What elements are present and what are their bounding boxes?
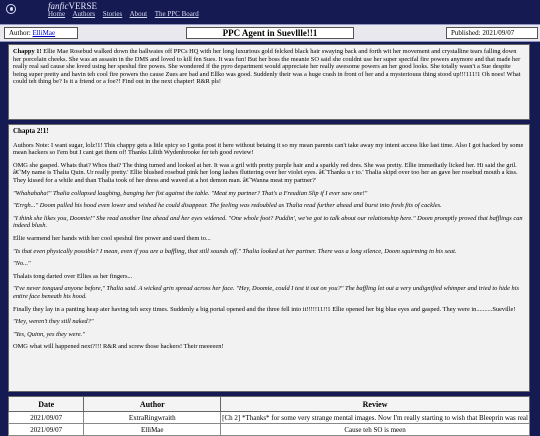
review-author: ExtraRingwraith (84, 412, 221, 424)
chapter-paragraph: OMG what will happened next?!!! R&R and screw those hackers! Their meeeeen! (13, 343, 224, 351)
chapter-paragraph: OMG she gasped. Whats that? Whos that? The thing turned and looked at her. It was a gril with pretty purple hair and a sparkly red dres. She was pretty. Ellie immediatly licked her. Hi said the gril. â€˜My name is Thalia Quin. Ur really pretty.' Ellie blushed rosebud pink her long lashes fluttering over her violet eyes. â€˜Thanks u r to.' Thalia skipd over too her an gave her rosebud mouth a kiss. They kissed for a while and than Thalia took of her dress and waved at a hot demon man. â€˜Wanna meat my partner?' (13, 161, 518, 184)
site-logo-icon[interactable] (6, 4, 16, 14)
review-author: ElliMae (84, 424, 221, 436)
brand-part-2: VERSE (68, 1, 98, 11)
chapter-paragraph: "Is that even physically possible? I mean, even if you are a baffling, that still sounds off." Thalia looked at her partner. There was a long silence, Doom squirming in his seat. (13, 247, 457, 255)
chapter-paragraph: "No..." (13, 260, 31, 268)
summary-body: Ellie Mae Rosebud walked down the hallwaies off PPCs HQ with her long luxurious gold felcked black hair swaying back and forth wit her movement and crystalline tears falling down her porcelain cheeks. She was an assasin in the DMS and loved to kill fen Sues. It was fun! But her boss the meanie SO said she couldnt use her super specifal fire powers anymore and that made her really real sad cause she loved using her speshul fire powes. She wondered if the pyro department would appreciate her really awesome powers an her good looks. She totally wasn't a Sue despite being super pretty and havin teh cool fire powers tho cause Zues are bad and Ellko was good. Suddenly their was a huge crash in front of her and a mysteriouus thing stood up!!!111!1 Oh noes! What could teh thing be? Is it a friend or a foe?! Find out in the next chapter! R&R pls! (13, 48, 521, 86)
chapter-paragraph: "Whahahaha!" Thalia collapsed laughing, banging her fist against the table. "Meat my partner? That's a Freudian Slip if I ever saw one!" (13, 189, 368, 197)
published-date: 2021/09/07 (482, 29, 515, 37)
nav-authors-link[interactable]: Authors (72, 10, 96, 18)
reviews-header-review: Review (221, 397, 530, 412)
nav-about-link[interactable]: About (129, 10, 148, 18)
site-nav (48, 10, 205, 18)
author-label: Author: (9, 29, 31, 37)
summary-text (13, 48, 525, 86)
reviews-header-date: Date (9, 397, 84, 412)
review-date: 2021/09/07 (9, 412, 84, 424)
chapter-heading: Chapta 2!1! (13, 127, 49, 135)
review-text: Cause teh SO is meen (221, 424, 530, 436)
review-text: [Ch 2] *Thanks* for some very strange mental images. Now I'm really starting to wish that Bleeprin was real (222, 413, 528, 422)
chapter-paragraph: Authors Note: I want sugar, lolz!1! This chappy gets a litle spicy so I gotta post it here without betaing it so my mean parents can't take away my intent access like last time. Also I got hacked by some mean hackers so I'em but I cant get them of! Thanks Lilith Wydenbrooke fer teh good review! (13, 141, 524, 157)
chapter-paragraph: "Yes, Quinn, yes they were." (13, 330, 85, 338)
chapter-paragraph: Thalais tong darted over Ellies as her fingers... (13, 272, 133, 280)
reviews-body (9, 412, 530, 436)
site-header (0, 0, 540, 22)
review-row (9, 412, 530, 424)
chapter-paragraph: Finally they lay in a panting heap ater having teh sexy times. Suddenly a big portal opened and the three fell into it!!!!!11!!1 Ellie opened her big blue eyes and gasped. They were in..........Sueville! (13, 305, 516, 313)
author-link[interactable]: ElliMae (32, 29, 56, 37)
brand-part-1: fanfic (48, 1, 69, 11)
chapter-paragraph: "I've never tongued anyone before," Thalia said. A wicked grin spread across her face. "Hey, Doomie, could I test it out on you?" The baffling let out a very undignified whimper and tried to hide his entire face beneath his hood. (13, 285, 519, 300)
nav-home-link[interactable]: Home (48, 10, 66, 18)
story-summary-panel (8, 44, 530, 120)
chapter-paragraph: "Errgh..." Doom pulled his hood even lower and wished he could disappear. The feeling was redoubled as Thalia read further ahead and burst into fresh fits of cackles. (13, 202, 442, 210)
summary-chapter-label: Chappy 1! (13, 48, 42, 55)
story-title: PPC Agent in Suevllle!!1 (186, 27, 354, 39)
chapter-body (13, 142, 525, 351)
published-box (446, 27, 538, 39)
nav-stories-link[interactable]: Stories (102, 10, 123, 18)
chapter-paragraph: "Hey, weren't they still naked?" (13, 318, 94, 326)
reviews-header-author: Author (84, 397, 221, 412)
chapter-paragraph: Ellie warmend her hands with her cool speshul fire power and used them to... (13, 234, 211, 242)
review-row (9, 424, 530, 436)
reviews-table (8, 396, 530, 436)
chapter-paragraph: "I think she likes you, Doomie!" She read another line ahead and her eyes widened. "One whole foot? Puddin', we've got to talk about our relationship here." Doom promptly proved that bafflings can indeed blush. (13, 214, 523, 230)
published-label: Published: (451, 29, 481, 37)
nav-ppc-board-link[interactable]: The PPC Board (154, 10, 199, 18)
reviews-header-row (9, 397, 530, 412)
author-box (4, 27, 78, 39)
chapter-panel (8, 124, 530, 392)
story-info-bar (0, 24, 540, 42)
review-date: 2021/09/07 (9, 424, 84, 436)
